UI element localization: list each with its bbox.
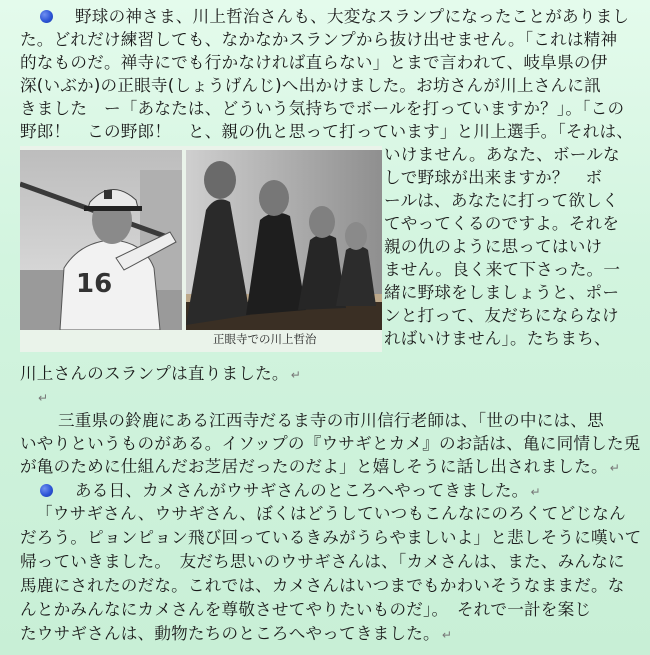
paragraph-line: 緒に野球をしましょうと、ポー [384, 283, 620, 302]
paragraph-line: 親の仇のように思ってはいけ [384, 237, 603, 256]
paragraph-line: 川上さんのスランプは直りました。 ↵ [20, 364, 301, 383]
empty-line [36, 386, 48, 409]
paragraph-line: 野球の神さま、川上哲治さんも、大変なスランプになったことがありまし [40, 6, 629, 28]
paragraph-line: 馬鹿にされたのだな。これでは、カメさんはいつまでもかわいそうなままだ。な [20, 576, 625, 595]
photo-block [20, 146, 382, 352]
paragraph-line: しで野球が出来ますか？ ボ [384, 168, 603, 187]
paragraph-line: 「ウサギさん、ウサギさん、ぼくはどうしていつもこんなにのろくてどじなん [36, 504, 626, 523]
svg-text:16: 16 [76, 269, 113, 299]
paragraph-line: てやってくるのですよ。それを [384, 214, 620, 233]
bullet-icon [40, 10, 53, 23]
paragraph-line: いやりというものがある。イソップの『ウサギとカメ』のお話は、亀に同情した兎 [20, 434, 641, 453]
return-mark-icon: ↵ [441, 628, 453, 642]
return-mark-icon: ↵ [530, 485, 541, 499]
paragraph-line: た。どれだけ練習しても、なかなかスランプから抜け出せません。「これは精神 [20, 30, 618, 49]
paragraph-line: 的なものだ。禅寺にでも行かなければ直らない」とまで言われて、岐阜県の伊 [20, 53, 608, 72]
paragraph-line: ールは、あなたに打って欲しく [384, 191, 619, 210]
bullet-icon [40, 484, 53, 497]
paragraph-line: ある日、カメさんがウサギさんのところへやってきました。 ↵ [40, 480, 541, 503]
paragraph-line: ればいけません」。たちまち、 [384, 329, 611, 348]
paragraph-line: きました ー「あなたは、どういう気持ちでボールを打っていますか？」。「この [20, 99, 625, 118]
temple-monks-photo [186, 150, 382, 330]
paragraph-line: ません。良く来て下さった。一 [384, 260, 621, 279]
return-mark-icon: ↵ [38, 391, 49, 405]
paragraph-line: だろう。ピョンピョン飛び回っているきみがうらやましいよ」と悲しそうに嘆いて [20, 528, 642, 547]
paragraph-line: が亀のために仕組んだお芝居だったのだよ」と嬉しそうに話し出されました。 ↵ [20, 457, 621, 476]
paragraph-line: ンと打って、友だちにならなけ [384, 306, 619, 325]
paragraph-line: いけません。あなた、ボールな [384, 145, 620, 164]
baseball-player-photo [20, 150, 182, 330]
paragraph-line: 深(いぶか)の正眼寺(しょうげんじ)へ出かけました。お坊さんが川上さんに訊 [20, 76, 601, 95]
paragraph-line: 三重県の鈴鹿にある江西寺だるま寺の市川信行老師は、「世の中には、思 [58, 411, 604, 430]
paragraph-line: たウサギさんは、動物たちのところへやってきました。 ↵ [20, 624, 453, 643]
return-mark-icon: ↵ [290, 368, 301, 382]
paragraph-line: 野郎！ この野郎！ と、親の仇と思って打っています」と川上選手。「それは、 [20, 122, 634, 141]
paragraph-line: 帰っていきました。 友だち思いのウサギさんは、「カメさんは、また、みんなに [20, 552, 625, 571]
return-mark-icon: ↵ [609, 461, 621, 475]
paragraph-line: んとかみんなにカメさんを尊敬させてやりたいものだ」。 それで一計を案じ [20, 600, 592, 619]
photo-caption: 正眼寺での川上哲治 [213, 332, 317, 346]
